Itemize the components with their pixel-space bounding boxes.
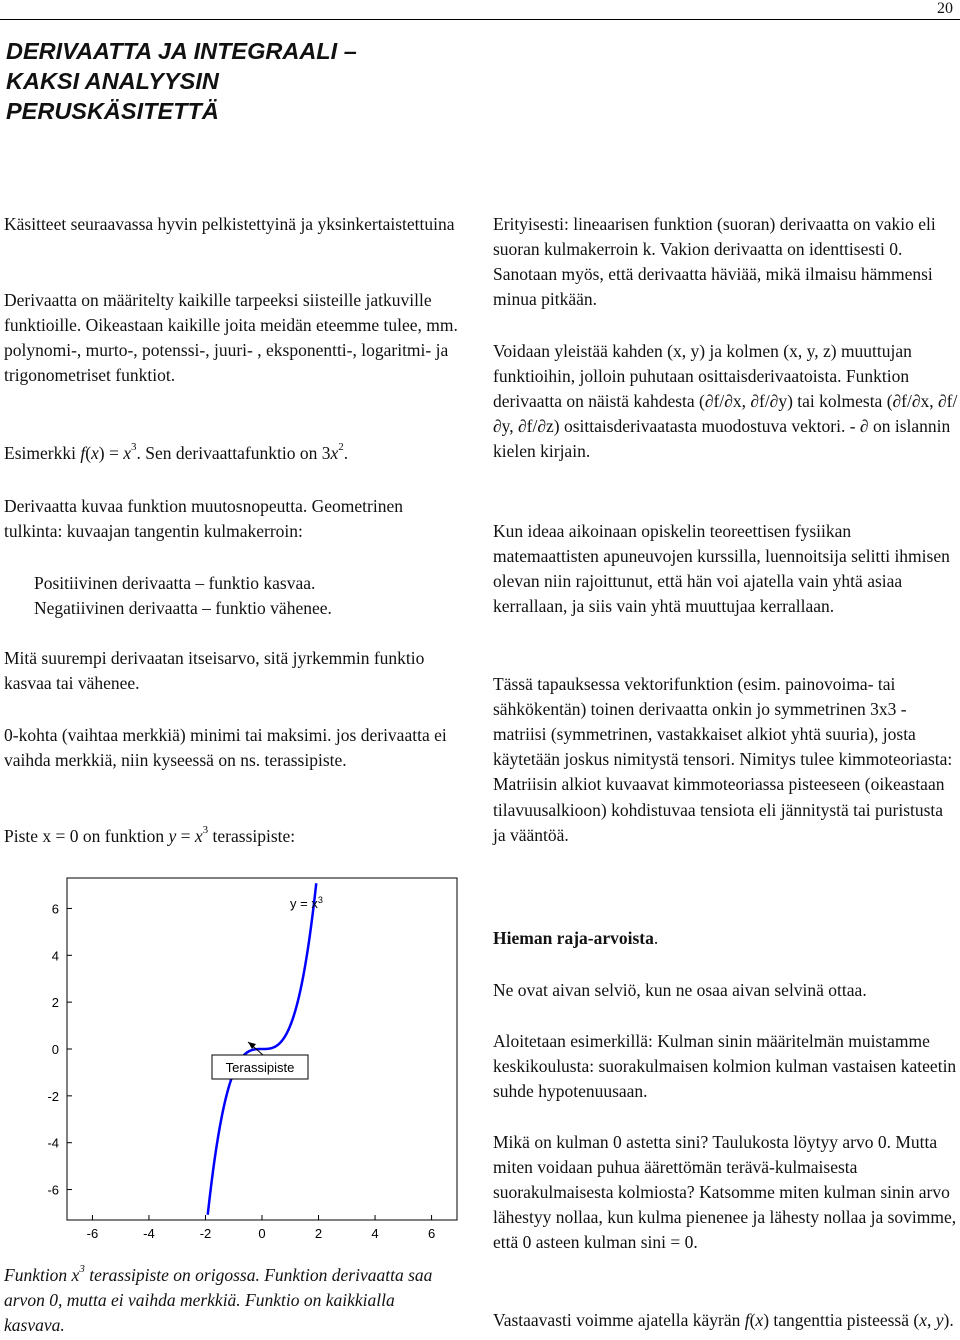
right-paragraph-tangent: Vastaavasti voimme ajatella käyrän f(x) tangenttia pisteessä (x, y). bbox=[493, 1309, 954, 1330]
title-line-1: DERIVAATTA JA INTEGRAALI – bbox=[6, 38, 357, 64]
y-tick-label: 6 bbox=[51, 901, 59, 917]
left-paragraph-example: Esimerkki $f(x) = x^3$. Sen derivaattafunktio on $3x^2$. bbox=[4, 440, 349, 463]
x-tick-label: 2 bbox=[314, 1226, 323, 1241]
left-paragraph-steepness: Mitä suurempi derivaatan itseisarvo, sitä jyrkemmin funktio kasvaa tai vähenee. bbox=[4, 647, 425, 693]
left-paragraph-terrace-point: Piste x = 0 on funktion $y = x^3$ terassipiste: bbox=[4, 823, 296, 846]
left-paragraph-geometric: Derivaatta kuvaa funktion muutosnopeutta. Geometrinen tulkinta: kuvaajan tangentin kulmakerroin: bbox=[4, 495, 403, 541]
title-line-3: PERUSKÄSITETTÄ bbox=[6, 98, 219, 124]
curve-label: $y = x^3$ bbox=[290, 895, 323, 911]
left-paragraph-terrace: 0-kohta (vaihtaa merkkiä) minimi tai maksimi. jos derivaatta ei vaihda merkkiä, niin kyseessä on ns. terassipiste. bbox=[4, 724, 447, 770]
y-tick-label: -6 bbox=[47, 1182, 59, 1198]
annotation-terassipiste: Terassipiste bbox=[225, 1060, 295, 1075]
right-paragraph-sine: Aloitetaan esimerkillä: Kulman sinin määritelmän muistamme keskikoulusta: suorakulmaisen kolmion kulman vastaisen kateetin suhde hypotenuusaan. bbox=[493, 1030, 957, 1101]
page-number: 20 bbox=[937, 0, 953, 17]
x-tick-label: 6 bbox=[427, 1226, 436, 1241]
y-tick-label: 4 bbox=[51, 948, 59, 964]
right-paragraph-limits-intro: Ne ovat aivan selviö, kun ne osaa aivan selvinä ottaa. bbox=[493, 979, 867, 1000]
x-tick-label: -4 bbox=[143, 1226, 155, 1241]
left-paragraph-definition: Derivaatta on määritelty kaikille tarpeeksi siisteille jatkuville funktioille. Oikeastaan kaikille joita meidän eteemme tulee, mm. polynomi-, murto-, potenssi-, juuri- , eksponentti-, logaritmi- ja trigonometriset funktiot. bbox=[4, 289, 458, 386]
right-paragraph-partial: Voidaan yleistää kahden (x, y) ja kolmen (x, y, z) muuttujan funktioihin, jolloin puhutaan osittaisderivaatoista. Funktion derivaatta on näistä kahdesta (∂f/∂x, ∂f/∂y) tai kolmesta (∂f/∂x, ∂f/∂y, ∂f/∂z) osittaisderivaatasta muodostuva vektori. - ∂ on islannin kielen kirjain. bbox=[493, 340, 958, 462]
left-paragraph-intro: Käsitteet seuraavassa hyvin pelkistettyinä ja yksinkertaistettuina bbox=[4, 213, 455, 234]
figure-caption: Funktion $x^3$ terassipiste on origossa. Funktion derivaatta saa arvon 0, mutta ei vaihda merkkiä. Funktio on kaikkialla kasvava. bbox=[4, 1262, 433, 1335]
right-paragraph-lecture: Kun ideaa aikoinaan opiskelin teoreettisen fysiikan matemaattisten apuneuvojen kurssilla, luennoitsija selitti ihmisen olevan niin rajoittunut, että hän voi ajatella vain yhtä asiaa kerrallaan, ja siis vain yhtä muuttujaa kerrallaan. bbox=[493, 520, 950, 617]
left-paragraph-positive: Positiivinen derivaatta – funktio kasvaa. bbox=[34, 572, 316, 593]
x-tick-label: 4 bbox=[371, 1226, 379, 1241]
cubic-function-chart bbox=[0, 870, 470, 1242]
title-line-2: KAKSI ANALYYSIN bbox=[6, 68, 219, 94]
right-paragraph-zero-angle: Mikä on kulman 0 astetta sini? Taulukosta löytyy arvo 0. Mutta miten voidaan puhua äärettömän terävä-kulmaisesta suorakulmaisesta kolmiosta? Katsomme miten kulman sinin arvo lähestyy nollaa, kun kulma pienenee ja lähesty nollaa ja sovimme, että 0 asteen kulman sini = 0. bbox=[493, 1131, 957, 1253]
page-title bbox=[6, 36, 466, 126]
curve-label-exponent: 3 bbox=[317, 895, 323, 905]
x-tick-label: 0 bbox=[258, 1226, 266, 1241]
series-line-cubic bbox=[208, 883, 317, 1215]
x-tick-label: -6 bbox=[86, 1226, 99, 1241]
header-rule bbox=[0, 19, 960, 20]
left-paragraph-negative: Negatiivinen derivaatta – funktio vähenee. bbox=[34, 597, 332, 618]
right-paragraph-linear: Erityisesti: lineaarisen funktion (suoran) derivaatta on vakio eli suoran kulmakerroin k. Vakion derivaatta on identtisesti 0. Sanotaan myös, että derivaatta häviää, mikä ilmaisu hämmensi minua pitkään. bbox=[493, 213, 936, 310]
y-tick-label: -2 bbox=[47, 1088, 59, 1104]
section-heading: Hieman raja-arvoista. bbox=[493, 927, 659, 948]
y-tick-label: 0 bbox=[51, 1042, 59, 1057]
x-tick-label: -2 bbox=[199, 1226, 212, 1241]
y-tick-label: -4 bbox=[47, 1135, 59, 1151]
right-paragraph-tensor: Tässä tapauksessa vektorifunktion (esim. painovoima- tai sähkökentän) toinen derivaatta onkin jo symmetrinen 3x3 -matriisi (symmetrinen, vastakkaiset alkiot yhtä suuria), josta käytetään joskus nimitystä tensori. Nimitys tulee kimmoteoriasta: Matriisin alkiot kuvaavat kimmoteoriassa pisteeseen (oikeastaan tilavuusalkioon) kohdistuvaa tensiota eli jännitystä tai puristusta ja vääntöä. bbox=[493, 673, 953, 845]
y-tick-label: 2 bbox=[51, 995, 59, 1011]
